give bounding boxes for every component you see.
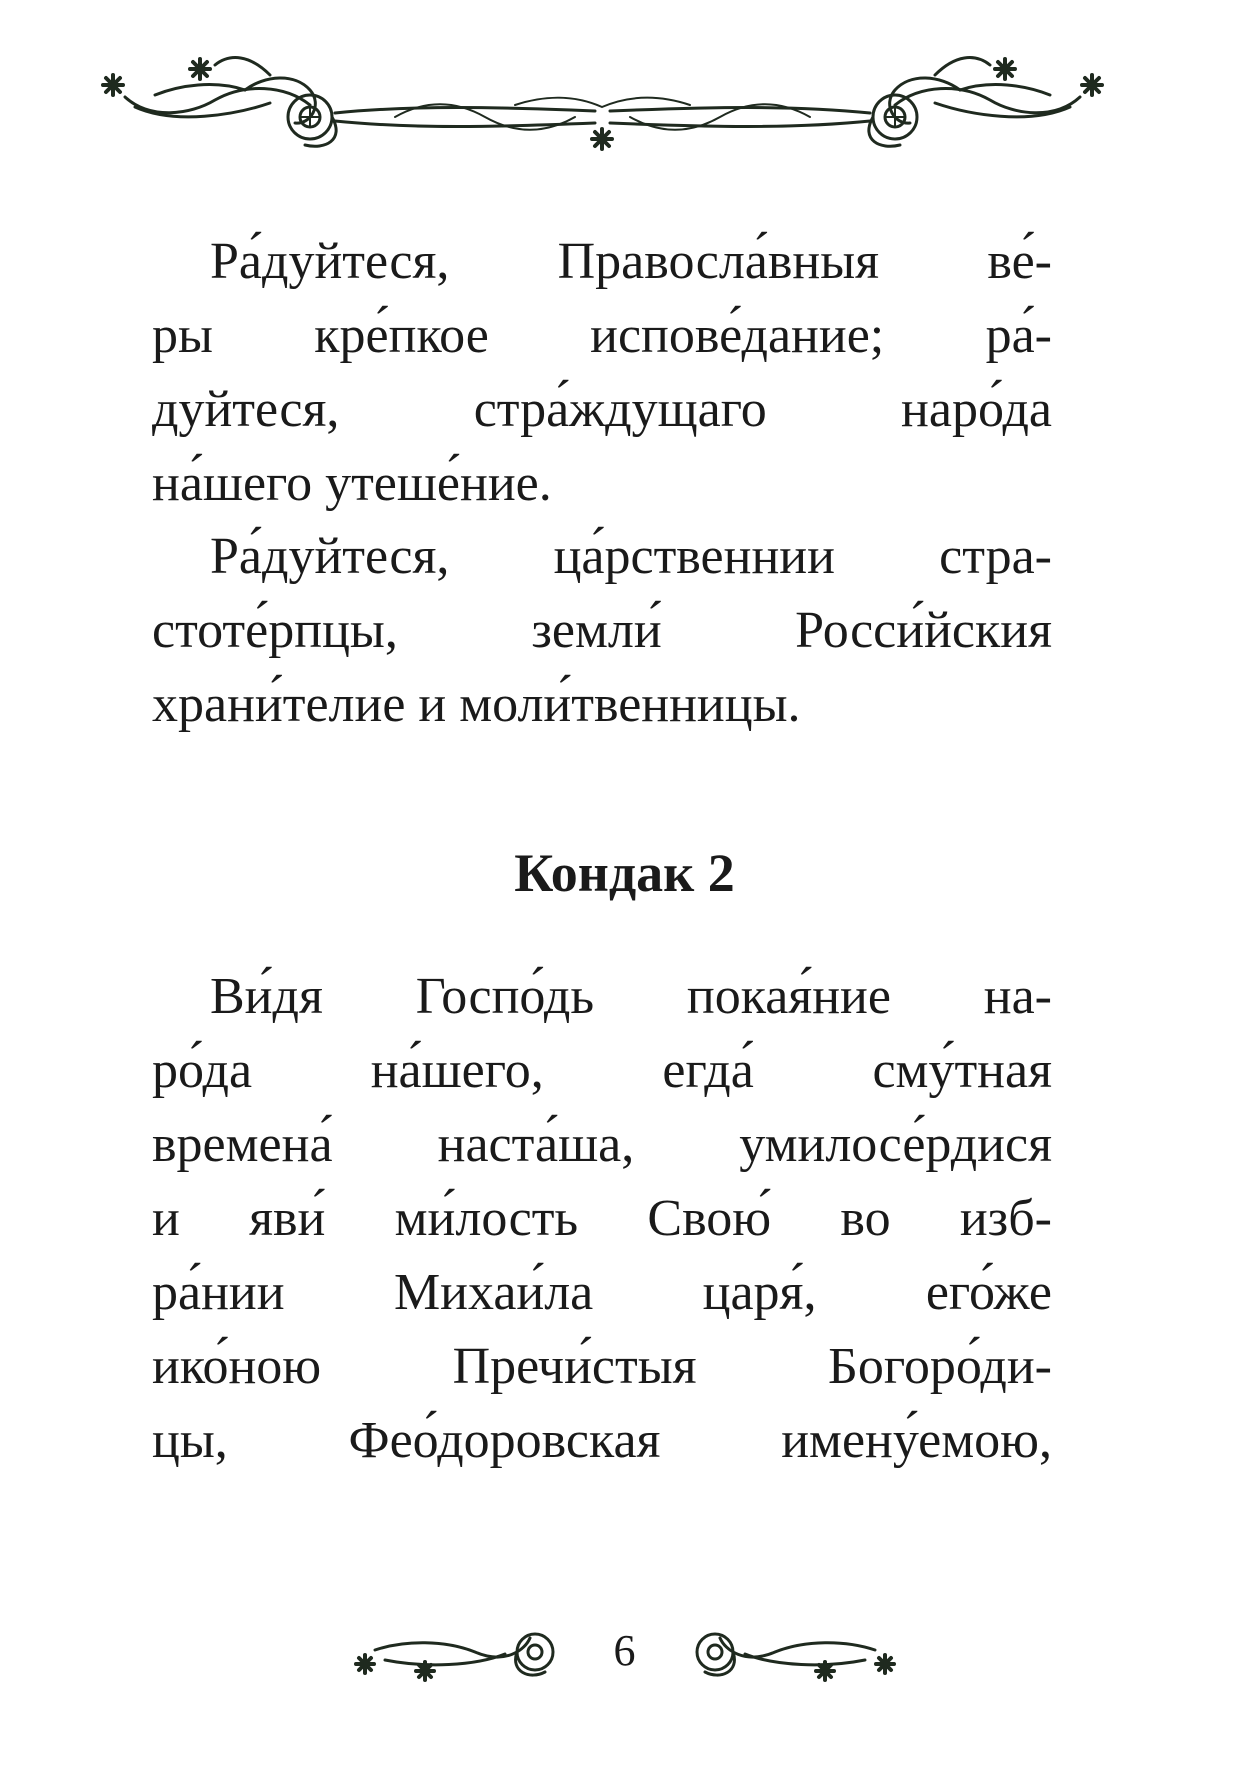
page-number: 6 (613, 1626, 636, 1675)
stanza-1 (152, 225, 1052, 521)
text-line: ро́да на́шего, егда́ сму́тная (152, 1042, 1052, 1099)
text-line: цы, Фео́доровская имену́емою, (152, 1412, 1052, 1469)
text-line: Ви́дя Госпо́дь покая́ние на- (210, 968, 1052, 1025)
text-line: Ра́дуйтеся, ца́рственнии стра- (210, 528, 1052, 585)
text-line: Ра́дуйтеся, Правосла́вныя ве́- (210, 233, 1052, 290)
text-line: ико́ною Пречи́стыя Богоро́ди- (152, 1338, 1052, 1395)
text-line: стоте́рпцы, земли́ Росси́йския (152, 602, 1052, 659)
star-icon (103, 75, 123, 95)
text-line: ры кре́пкое испове́дание; ра́- (152, 307, 1052, 364)
text-line: храни́телие и моли́твенницы. (152, 676, 801, 733)
text-line: ра́нии Михаи́ла царя́, его́же (152, 1264, 1052, 1321)
top-floral-ornament-icon (95, 45, 1110, 155)
text-line: дуйтеся, стра́ждущаго наро́да (152, 381, 1052, 438)
stanza-3 (152, 960, 1052, 1478)
text-line: на́шего утеше́ние. (152, 455, 552, 512)
stanza-2 (152, 520, 1052, 742)
section-heading: Кондак 2 (514, 843, 735, 903)
text-line: времена́ наста́ша, умилосе́рдися (152, 1116, 1052, 1173)
text-line: и яви́ ми́лость Свою́ во изб- (152, 1190, 1052, 1247)
